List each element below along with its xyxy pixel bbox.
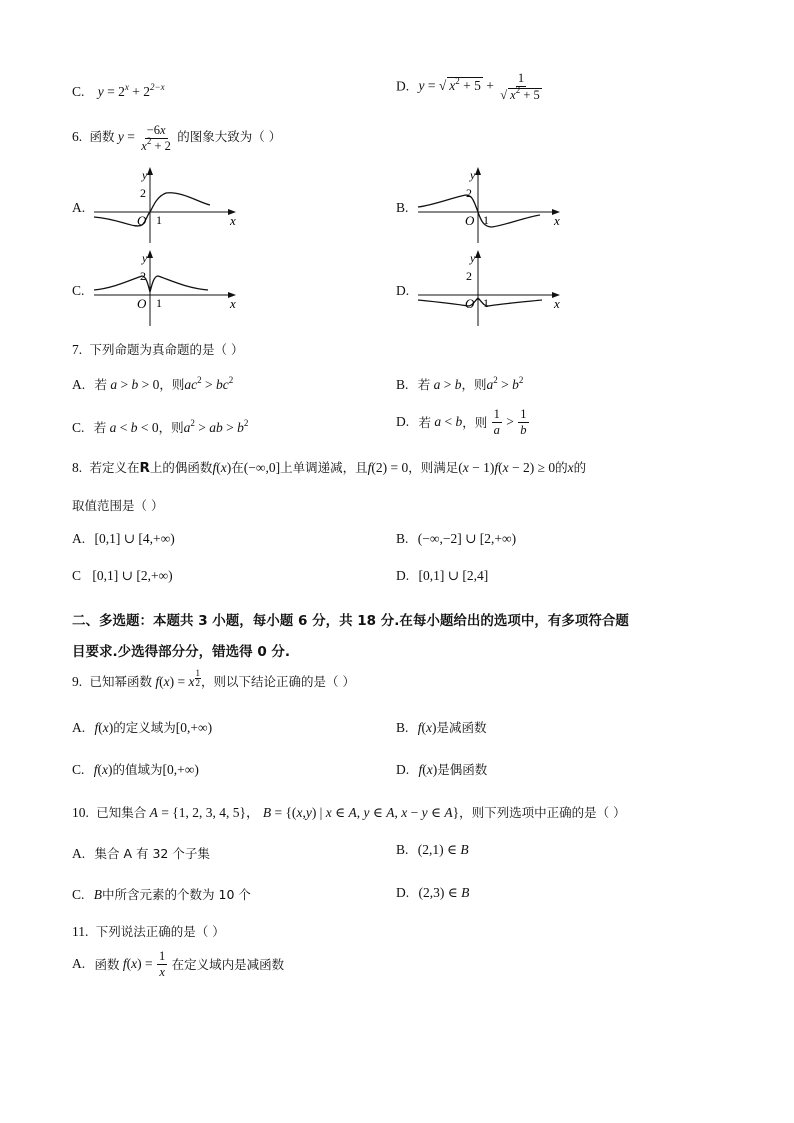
q8-stem-line2: 取值范围是（ ） — [72, 498, 164, 513]
q8-option-c: C [0,1] ∪ [2,+∞) — [72, 568, 173, 583]
q7-option-b: B. 若 a > b，则$a^2 > b^2$ — [396, 375, 524, 392]
q8-stem-line1: 8. 若定义在R上的偶函数f(x)在(−∞,0]上单调递减，且f(2) = 0，则满足(x − 1)f(x − 2) ≥ 0的x的 — [72, 460, 587, 476]
tick-1: 1 — [483, 296, 489, 310]
x-axis-label: x — [230, 296, 236, 311]
origin-label: O — [465, 296, 475, 311]
q7-option-c: C. 若 a < b < 0，则$a^2$ > ab > $b^2$ — [72, 418, 249, 435]
origin-label: O — [137, 296, 147, 311]
q11-option-a: A. 函数 f(x) = $\frac{1}{x}$ 在定义域内是减函数 — [72, 949, 285, 979]
tick-1: 1 — [156, 213, 162, 227]
tick-2: 2 — [140, 269, 146, 283]
option-label: D. — [396, 78, 410, 94]
q9-option-d: D. f(x)是偶函数 — [396, 762, 488, 777]
q10-option-d: D. (2,3) ∈ B — [396, 885, 470, 900]
origin-label: O — [465, 213, 475, 228]
y-axis-label: y — [470, 251, 476, 265]
q10-stem: 10. 已知集合 A = {1, 2, 3, 4, 5}， B = {(x,y) | x ∈ A, y ∈ A, x − y ∈ A}，则下列选项中正确的是（ ） — [72, 805, 626, 820]
q5-option-d — [396, 72, 545, 101]
q9-option-a: A. f(x)的定义域为[0,+∞) — [72, 720, 213, 735]
tick-1: 1 — [483, 213, 489, 227]
tick-2: 2 — [466, 269, 472, 283]
q10-option-a: A. 集合 A 有 32 个子集 — [72, 846, 210, 861]
q9-option-c: C. f(x)的值域为[0,+∞) — [72, 762, 199, 777]
q11-stem: 11. 下列说法正确的是（ ） — [72, 924, 225, 939]
math-expression: y = $\frac{-6x}{x^2 + 2}$ — [117, 123, 171, 153]
graph-c — [90, 248, 250, 328]
q5-option-c: C. $y = 2^x + 2^{2-x}$ — [72, 82, 165, 99]
q8-option-a: A. [0,1] ∪ [4,+∞) — [72, 531, 175, 546]
q10-option-c: C. B中所含元素的个数为 10 个 — [72, 887, 251, 902]
graph-d — [414, 248, 574, 328]
q10-option-b: B. (2,1) ∈ B — [396, 842, 469, 857]
y-axis-label: y — [470, 168, 476, 182]
math-expression: y — [97, 84, 104, 99]
x-axis-label: x — [230, 213, 236, 228]
q7-option-d: D. 若 a < b，则 $\frac{1}{a}$ > $\frac{1}{b}$ — [396, 407, 527, 437]
q9-stem: 9. 已知幂函数 f(x) = x $\frac{1}{2}$ ，则以下结论正确的是（ ） — [72, 668, 355, 689]
section-2-heading-line1: 二、多选题：本题共 3 小题，每小题 6 分，共 18 分.在每小题给出的选项中，有多项符合题 — [72, 613, 629, 629]
x-axis-label: x — [554, 296, 560, 311]
x-axis-label: x — [554, 213, 560, 228]
graph-a — [90, 165, 250, 245]
tick-2: 2 — [140, 186, 146, 200]
q9-option-b: B. f(x)是减函数 — [396, 720, 487, 735]
q8-option-d: D. [0,1] ∪ [2,4] — [396, 568, 489, 583]
q7-stem: 7. 下列命题为真命题的是（ ） — [72, 342, 244, 357]
origin-label: O — [137, 213, 147, 228]
math-expression: y = √ $x^2 + 5$ + $\frac{1}{√ x^2 + 5}$ — [418, 71, 540, 102]
y-axis-label: y — [142, 251, 148, 265]
q6-stem: 6. 函数 y = $\frac{-6x}{x^2 + 2}$ 的图象大致为（ ） — [72, 123, 282, 153]
option-label: C. — [72, 84, 85, 99]
q8-option-b: B. (−∞,−2] ∪ [2,+∞) — [396, 531, 517, 546]
q7-option-a: A. 若 a > b > 0，则$ac^2 > bc^2$ — [72, 375, 234, 392]
tick-1: 1 — [156, 296, 162, 310]
section-2-heading-line2: 目要求.少选得部分分，错选得 0 分. — [72, 644, 291, 660]
tick-2: 2 — [466, 186, 472, 200]
y-axis-label: y — [142, 168, 148, 182]
graph-b — [414, 165, 574, 245]
